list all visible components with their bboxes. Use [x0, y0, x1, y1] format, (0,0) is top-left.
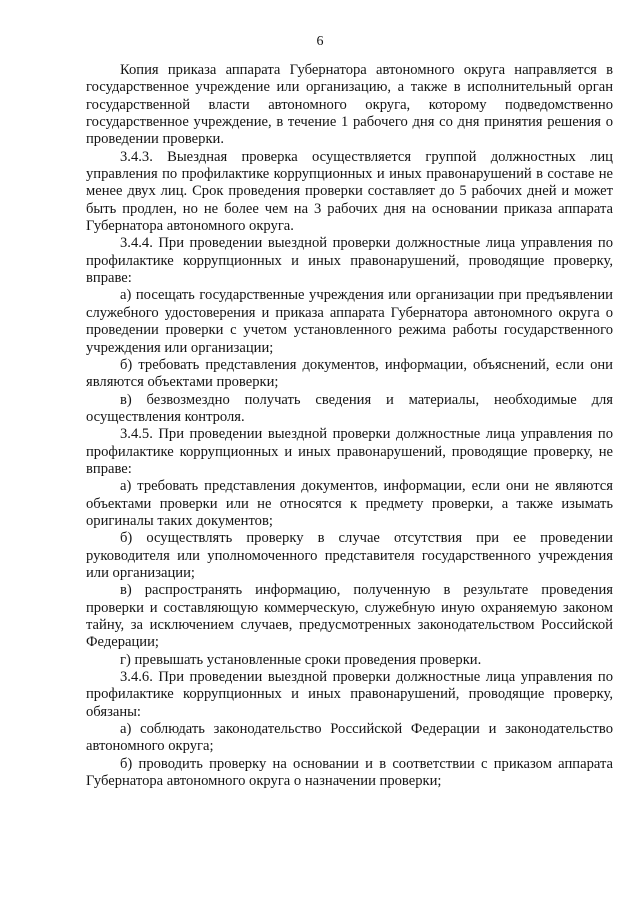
list-item-3-4-4-v: в) безвозмездно получать сведения и материалы, необходимые для осуществления контроля. [86, 391, 613, 425]
list-item-3-4-5-a: а) требовать представления документов, информации, если они не являются объектами проверки или не относятся к предмету проверки, а также изымать оригиналы таких документов; [86, 478, 613, 529]
paragraph-3-4-5: 3.4.5. При проведении выездной проверки должностные лица управления по профилактике коррупционных и иных правонарушений, проводящие проверку, не вправе: [86, 426, 613, 477]
list-item-3-4-6-a: а) соблюдать законодательство Российской Федерации и законодательство автономного округа; [86, 721, 613, 755]
paragraph-3-4-3: 3.4.3. Выездная проверка осуществляется группой должностных лиц управления по профилактике коррупционных и иных правонарушений в составе не менее двух лиц. Срок проведения проверки составляет до 5 рабочих дней и может быть продлен, но не более чем на 3 рабочих дня на основании приказа аппарата Губернатора автономного округа. [86, 148, 613, 235]
list-item-3-4-4-b: б) требовать представления документов, информации, объяснений, если они являются объектами проверки; [86, 356, 613, 391]
list-item-3-4-4-a: а) посещать государственные учреждения или организации при предъявлении служебного удостоверения и приказа аппарата Губернатора автономного округа о проведении проверки с учетом установленного режима работы государственного учреждения или организации; [86, 287, 613, 356]
page-number: 6 [316, 34, 324, 49]
paragraph-copy-of-order: Копия приказа аппарата Губернатора автономного округа направляется в государственное учреждение или организацию, а также в исполнительный орган государственной власти автономного округа, которому подведомственно государственное учреждение, в течение 1 рабочего дня со дня принятия решения о проведении проверки. [86, 62, 613, 148]
list-item-3-4-5-b: б) осуществлять проверку в случае отсутствия при ее проведении руководителя или уполномоченного представителя государственного учреждения или организации; [86, 530, 613, 581]
list-item-3-4-5-g: г) превышать установленные сроки проведения проверки. [120, 651, 482, 668]
document-body [86, 62, 613, 790]
list-item-3-4-5-v: в) распространять информацию, полученную в результате проведения проверки и составляющую коммерческую, служебную иную охраняемую законом тайну, за исключением случаев, предусмотренных законодательством Российской Федерации; [86, 582, 613, 651]
list-item-3-4-6-b: б) проводить проверку на основании и в соответствии с приказом аппарата Губернатора автономного округа о назначении проверки; [86, 755, 613, 790]
paragraph-3-4-6: 3.4.6. При проведении выездной проверки должностные лица управления по профилактике коррупционных и иных правонарушений, проводящие проверку, обязаны: [86, 669, 613, 720]
paragraph-3-4-4: 3.4.4. При проведении выездной проверки должностные лица управления по профилактике коррупционных и иных правонарушений, проводящие проверку, вправе: [86, 235, 613, 287]
